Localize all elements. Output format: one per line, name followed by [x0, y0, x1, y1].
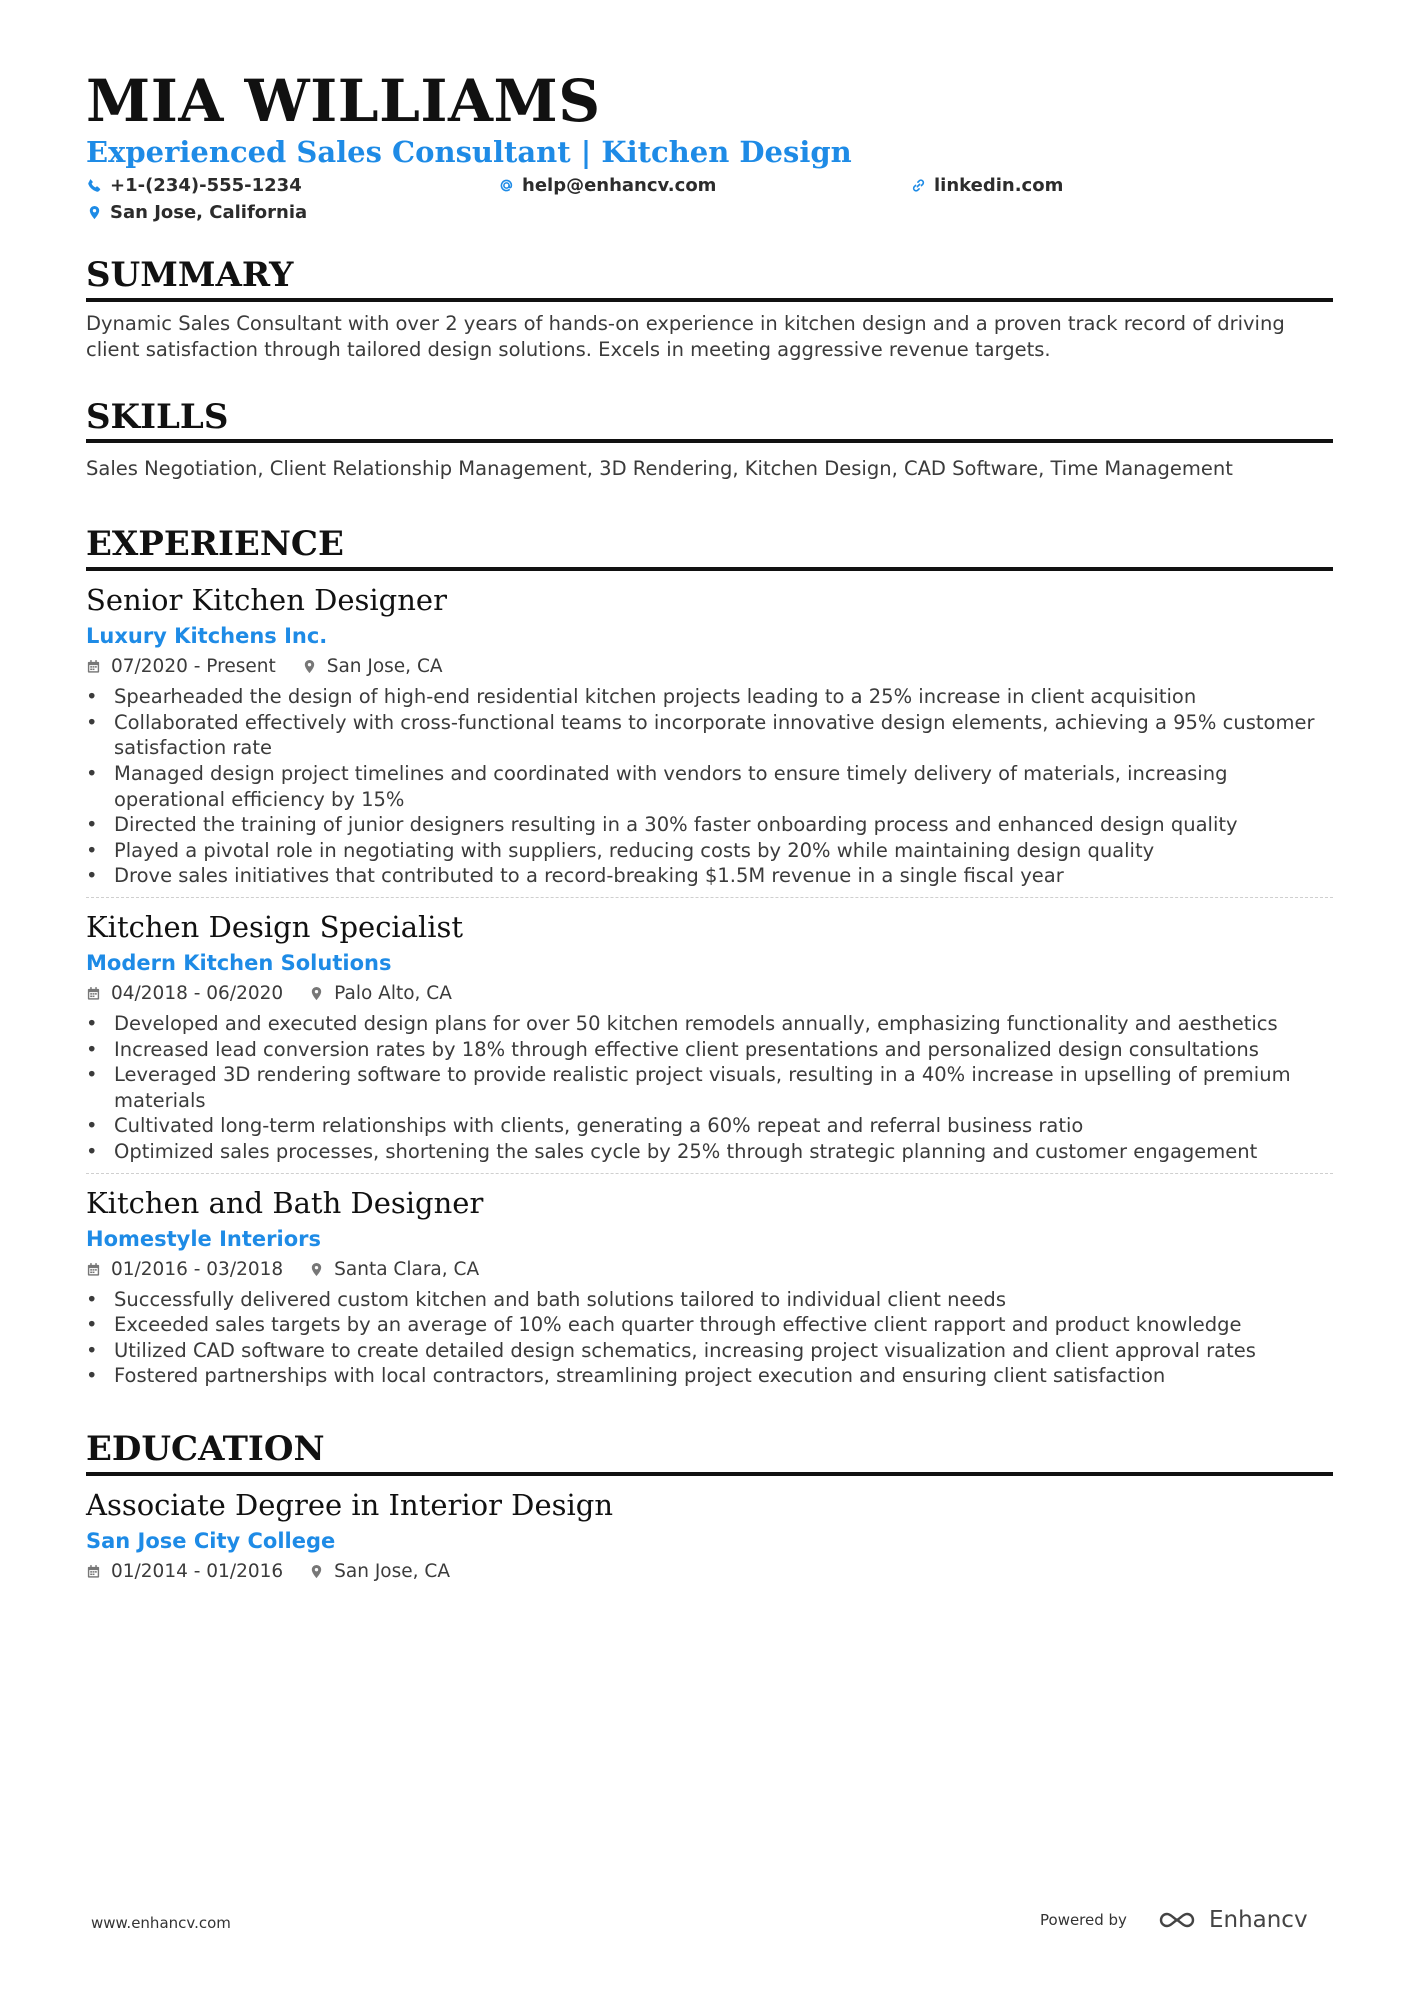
skills-section — [86, 397, 1333, 483]
contact-location — [86, 201, 498, 225]
job-dates: 07/2020 - Present — [111, 656, 276, 678]
education-entry — [86, 1476, 1333, 1593]
education-location-group — [309, 1559, 450, 1585]
list-item: • Directed the training of junior designers resulting in a 30% faster onboarding process and enhanced design quality — [86, 812, 1333, 838]
list-item: • Developed and executed design plans for over 50 kitchen remodels annually, emphasizing functionality and aesthetics — [86, 1011, 1333, 1037]
summary-heading: SUMMARY — [86, 255, 1333, 302]
list-item: • Increased lead conversion rates by 18% through effective client presentations and personalized design consultations — [86, 1037, 1333, 1063]
company-name: Homestyle Interiors — [86, 1226, 321, 1251]
experience-entry — [86, 571, 1333, 897]
at-icon — [498, 178, 514, 194]
job-meta — [86, 1257, 1333, 1283]
phone-icon — [86, 178, 102, 194]
job-title: Senior Kitchen Designer — [86, 583, 447, 618]
contact-linkedin[interactable] — [910, 174, 1310, 198]
education-section — [86, 1429, 1333, 1593]
list-item: • Exceeded sales targets by an average of 10% each quarter through effective client rapport and product knowledge — [86, 1312, 1333, 1338]
job-meta — [86, 981, 1333, 1007]
job-location-group — [309, 981, 452, 1007]
list-item: • Successfully delivered custom kitchen and bath solutions tailored to individual client needs — [86, 1287, 1333, 1313]
school-name: San Jose City College — [86, 1528, 336, 1553]
education-dates: 01/2014 - 01/2016 — [111, 1560, 284, 1582]
list-item: • Fostered partnerships with local contractors, streamlining project execution and ensuring client satisfaction — [86, 1363, 1333, 1389]
job-location: Palo Alto, CA — [334, 983, 452, 1005]
link-icon — [910, 178, 926, 194]
job-bullets — [86, 1011, 1333, 1165]
experience-section — [86, 524, 1333, 1396]
list-item: • Managed design project timelines and coordinated with vendors to ensure timely delivery of materials, increasing operational efficiency by 15% — [86, 761, 1333, 812]
list-item: • Optimized sales processes, shortening the sales cycle by 25% through strategic planning and customer engagement — [86, 1139, 1333, 1165]
company-name: Luxury Kitchens Inc. — [86, 624, 328, 649]
job-title: Kitchen and Bath Designer — [86, 1185, 484, 1220]
job-title: Kitchen Design Specialist — [86, 910, 464, 945]
job-location-group — [309, 1257, 479, 1283]
footer-branding[interactable] — [1040, 1907, 1308, 1933]
brand-name: Enhancv — [1208, 1907, 1308, 1933]
list-item: • Collaborated effectively with cross-functional teams to incorporate innovative design elements, achieving a 95% customer satisfaction rate — [86, 710, 1333, 761]
job-dates: 04/2018 - 06/2020 — [111, 983, 284, 1005]
experience-entry — [86, 897, 1333, 1173]
calendar-icon — [86, 1564, 102, 1580]
phone-text: +1-(234)-555-1234 — [110, 174, 302, 196]
education-location: San Jose, CA — [334, 1560, 450, 1582]
map-pin-icon — [309, 986, 325, 1002]
location-text: San Jose, California — [110, 201, 308, 223]
list-item: • Cultivated long-term relationships with clients, generating a 60% repeat and referral business ratio — [86, 1113, 1333, 1139]
contact-email[interactable] — [498, 174, 910, 198]
powered-by-label: Powered by — [1040, 1911, 1127, 1929]
linkedin-text: linkedin.com — [934, 174, 1064, 196]
experience-heading: EXPERIENCE — [86, 524, 1333, 571]
degree-title: Associate Degree in Interior Design — [86, 1487, 613, 1522]
summary-text: Dynamic Sales Consultant with over 2 years of hands-on experience in kitchen design and a proven track record of driving client satisfaction through tailored design solutions. Excels in meeting aggressive revenue targets. — [86, 311, 1285, 361]
email-text: help@enhancv.com — [522, 174, 717, 196]
candidate-name: MIA WILLIAMS — [86, 67, 601, 135]
brand-logo — [1153, 1907, 1308, 1933]
list-item: • Drove sales initiatives that contributed to a record-breaking $1.5M revenue in a single fiscal year — [86, 863, 1333, 889]
resume-page — [86, 67, 1333, 1593]
job-bullets — [86, 1287, 1333, 1389]
education-meta — [86, 1559, 1333, 1585]
job-location-group — [302, 654, 443, 680]
skills-text: Sales Negotiation, Client Relationship Management, 3D Rendering, Kitchen Design, CAD Software, Time Management — [86, 457, 1233, 481]
list-item: • Played a pivotal role in negotiating with suppliers, reducing costs by 20% while maintaining design quality — [86, 838, 1333, 864]
education-heading: EDUCATION — [86, 1429, 1333, 1476]
list-item: • Utilized CAD software to create detailed design schematics, increasing project visualization and client approval rates — [86, 1338, 1333, 1364]
contact-info — [86, 174, 1333, 225]
map-pin-icon — [302, 659, 318, 675]
footer-website[interactable]: www.enhancv.com — [91, 1914, 231, 1932]
candidate-headline: Experienced Sales Consultant | Kitchen Design — [86, 134, 852, 169]
job-location: San Jose, CA — [326, 656, 443, 678]
summary-section — [86, 255, 1333, 363]
map-pin-icon — [309, 1564, 325, 1580]
company-name: Modern Kitchen Solutions — [86, 951, 392, 976]
enhancv-logo-icon — [1153, 1908, 1201, 1932]
experience-entry — [86, 1173, 1333, 1397]
calendar-icon — [86, 659, 102, 675]
job-dates: 01/2016 - 03/2018 — [111, 1258, 284, 1280]
map-pin-icon — [309, 1262, 325, 1278]
job-bullets — [86, 684, 1333, 889]
list-item: • Leveraged 3D rendering software to provide realistic project visuals, resulting in a 40% increase in upselling of premium materials — [86, 1062, 1333, 1113]
skills-heading: SKILLS — [86, 397, 1333, 444]
job-meta — [86, 654, 1333, 680]
calendar-icon — [86, 1262, 102, 1278]
job-location: Santa Clara, CA — [334, 1258, 480, 1280]
map-pin-icon — [86, 205, 102, 221]
calendar-icon — [86, 986, 102, 1002]
list-item: • Spearheaded the design of high-end residential kitchen projects leading to a 25% increase in client acquisition — [86, 684, 1333, 710]
contact-phone[interactable] — [86, 174, 498, 198]
